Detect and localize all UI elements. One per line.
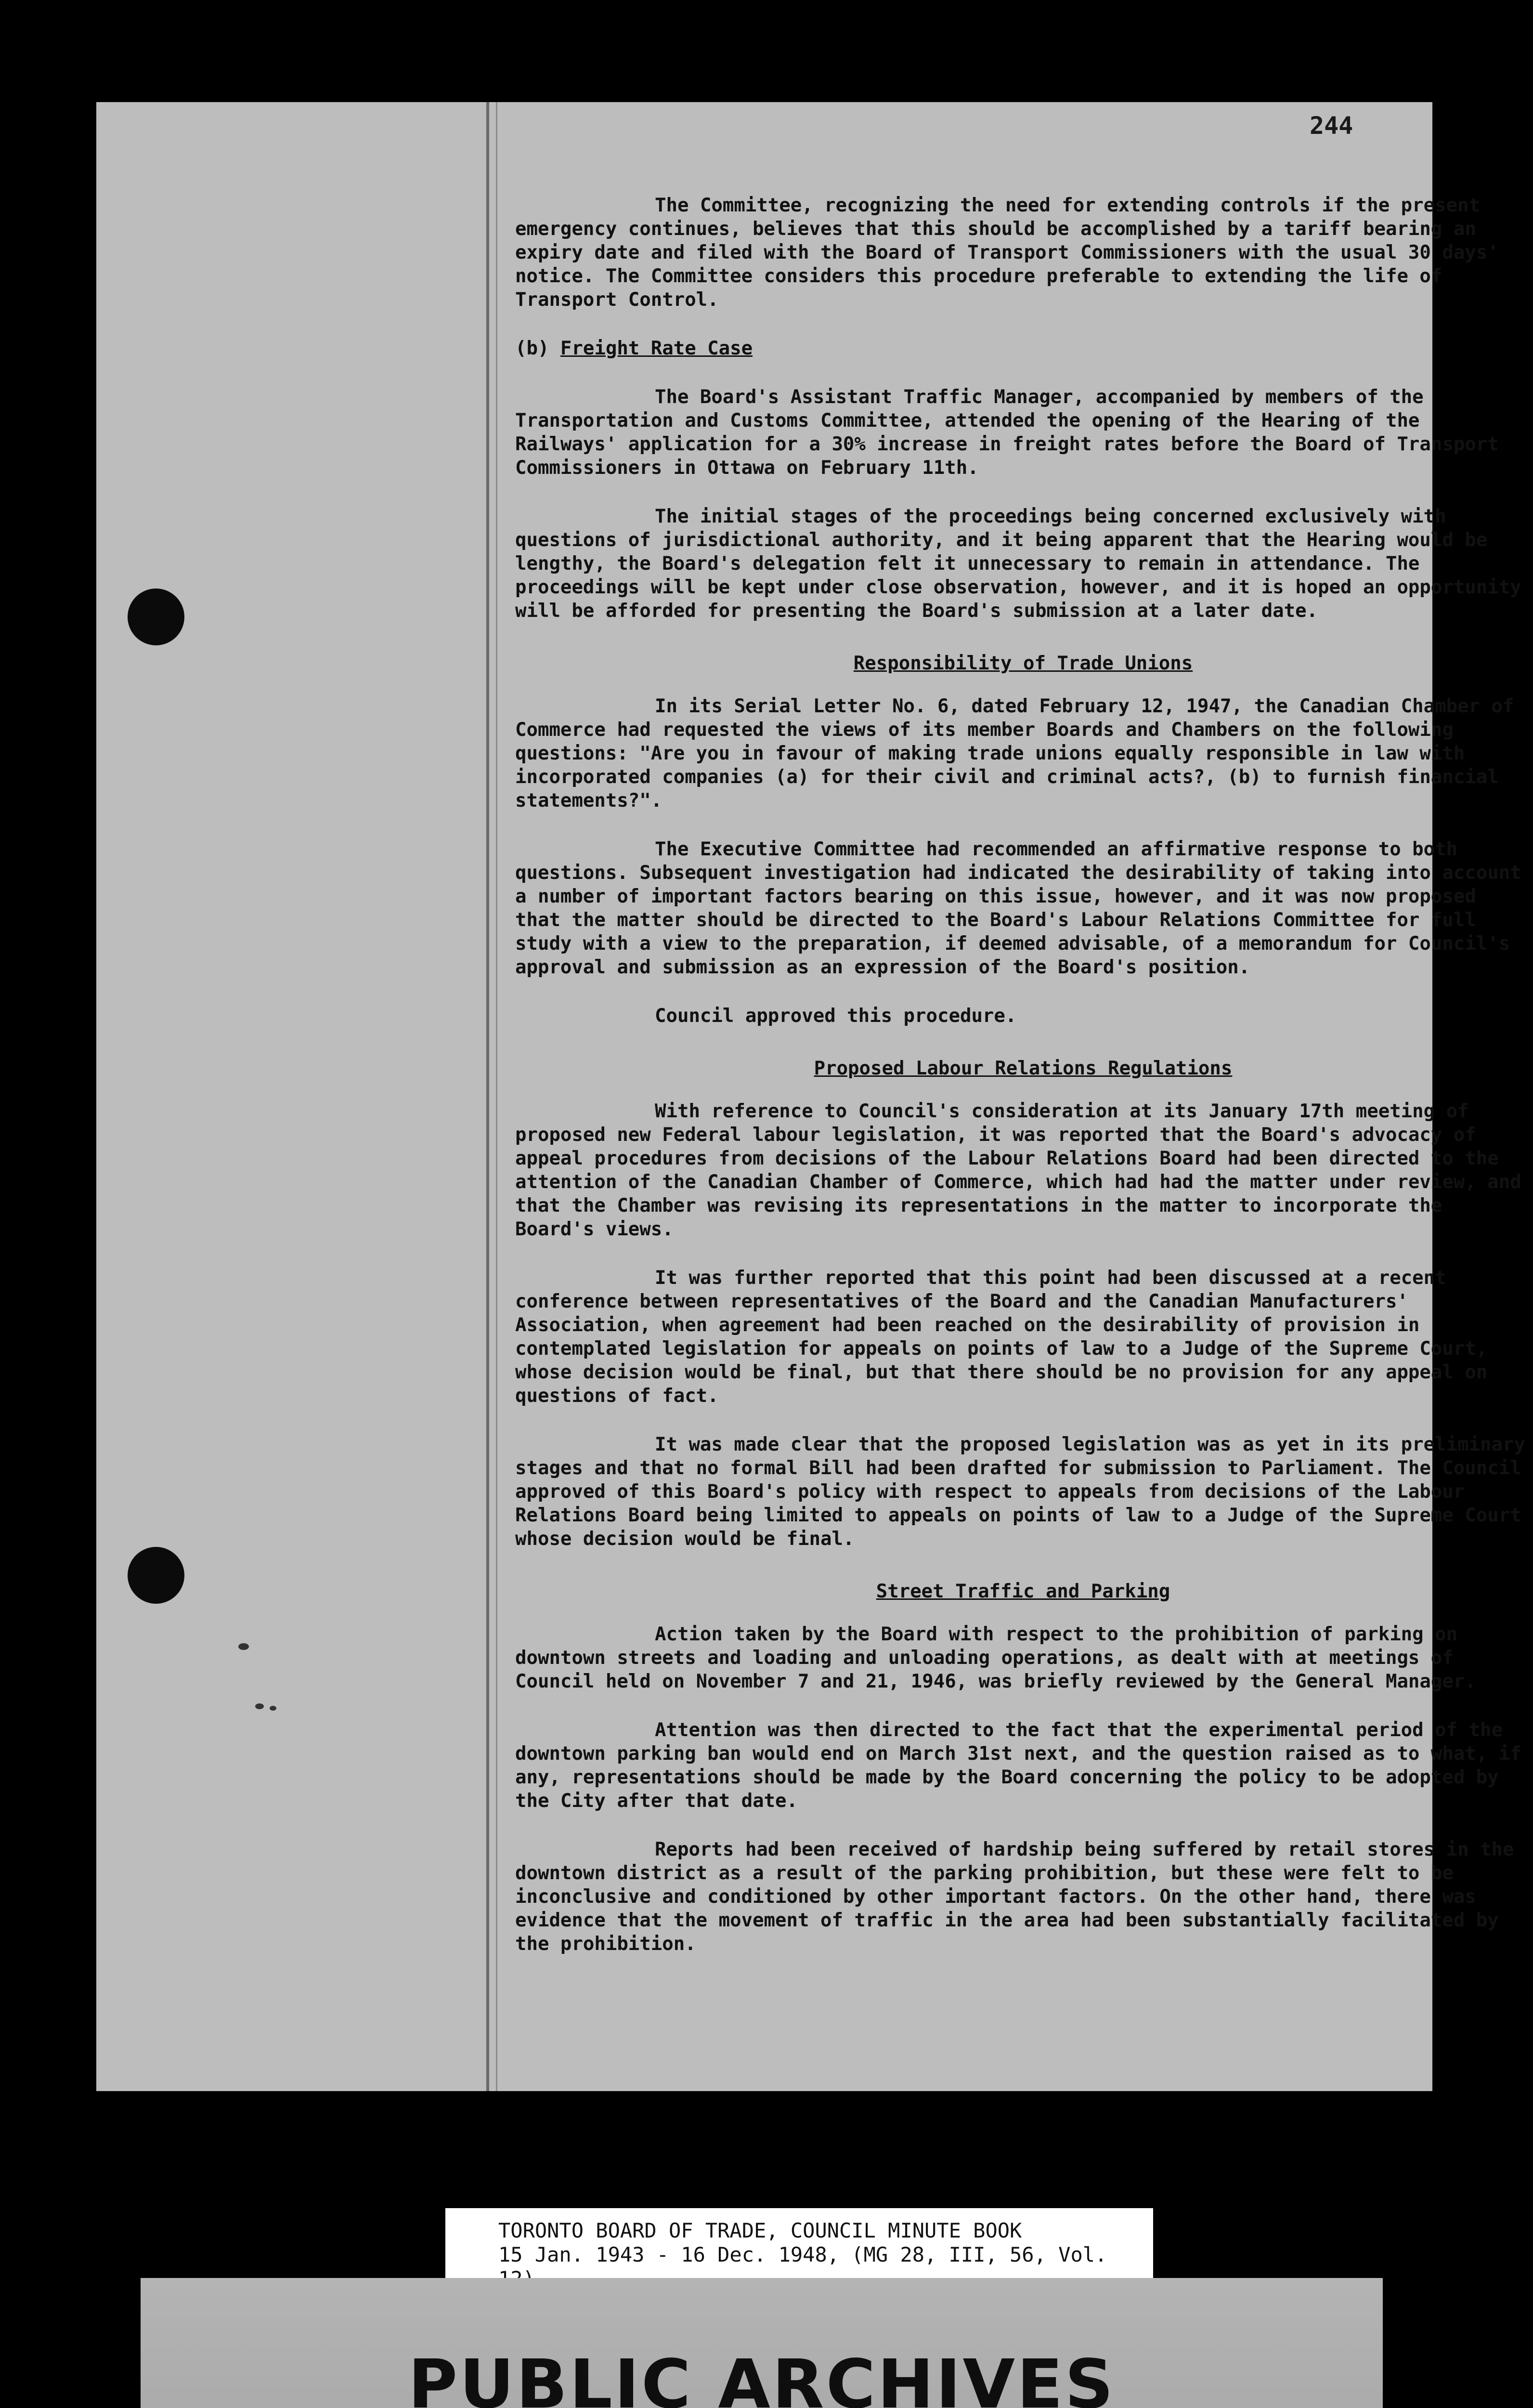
archive-label-line1: TORONTO BOARD OF TRADE, COUNCIL MINUTE BOOK — [498, 2219, 1022, 2242]
archive-label — [445, 2208, 1153, 2283]
paragraph: The Committee, recognizing the need for extending controls if the present emergency continues, believes that this should be accomplished by a tariff bearing an expiry date and filed with the Board of Transport Commissioners with the usual 30 days' notice. The Committee considers this procedure preferable to extending the life of Transport Control. — [515, 195, 1499, 311]
speck — [270, 1706, 276, 1711]
page-number: 244 — [1310, 112, 1353, 140]
paragraph: The Board's Assistant Traffic Manager, accompanied by members of the Transportation and Customs Committee, attended the opening of the Hearing of the Railways' application for a 30% increase in freight rates before the Board of Transport Commissioners in Ottawa on February 11th. — [515, 386, 1499, 479]
speck — [255, 1703, 264, 1709]
trade-unions-heading: Responsibility of Trade Unions — [853, 653, 1193, 674]
paragraph: With reference to Council's consideration at its January 17th meeting of proposed new Federal labour legislation, it was reported that the Board's advocacy of appeal procedures from decisions of the Labour Relations Board had been directed to the attention of the Canadian Chamber of Commerce, which had had the matter under review, and that the Chamber was revising its representations in the matter to incorporate the Board's views. — [515, 1100, 1521, 1240]
margin-rule-inner — [496, 102, 497, 2091]
binder-hole-top — [128, 589, 184, 645]
margin-rule — [486, 102, 489, 2091]
paragraph: The Executive Committee had recommended an affirmative response to both questions. Subsequent investigation had indicated the desirability of taking into account a number of important factors bearing on this issue, however, and it was now proposed that the matter should be directed to the Board's Labour Relations Committee for full study with a view to the preparation, if deemed advisable, of a memorandum for Council's approval and submission as an expression of the Board's position. — [515, 838, 1521, 978]
paragraph: It was made clear that the proposed legislation was as yet in its preliminary stages and that no formal Bill had been drafted for submission to Parliament. The Council approved of this Board's policy with respect to appeals from decisions of the Labour Relations Board being limited to appeals on points of law to a Judge of the Supreme Court whose decision would be final. — [515, 1434, 1525, 1550]
paragraph: Action taken by the Board with respect to the prohibition of parking on downtown streets and loading and unloading operations, as dealt with at meetings of Council held on November 7 and 21, 1946, was briefly reviewed by the General Manager. — [515, 1623, 1476, 1692]
labour-relations-heading: Proposed Labour Relations Regulations — [814, 1058, 1233, 1079]
archive-label-line2: 15 Jan. 1943 - 16 Dec. 1948, (MG 28, III, 56, Vol. — [498, 2243, 1107, 2266]
stamp-line1: PUBLIC ARCHIVES — [408, 2345, 1116, 2408]
minutes-text — [515, 194, 1531, 1981]
street-traffic-heading: Street Traffic and Parking — [876, 1581, 1170, 1602]
binder-hole-bottom — [128, 1547, 184, 1604]
freight-rate-heading: Freight Rate Case — [560, 338, 753, 359]
document-page — [96, 102, 1525, 2091]
paragraph: Council approved this procedure. — [655, 1005, 1017, 1027]
paragraph: In its Serial Letter No. 6, dated February 12, 1947, the Canadian Chamber of Commerce had requested the views of its member Boards and Chambers on the following questions: "Are you in favour of making trade unions equally responsible in law with incorporated companies (a) for their civil and criminal acts?, (b) to furnish financial statements?". — [515, 695, 1514, 811]
paragraph: It was further reported that this point had been discussed at a recent conference between representatives of the Board and the Canadian Manufacturers' Association, when agreement had been reached on the desirability of provision in contemplated legislation for appeals on points of law to a Judge of the Supreme Court, whose decision would be final, but that there should be no provision for any appeal on questions of fact. — [515, 1267, 1488, 1407]
paragraph: The initial stages of the proceedings being concerned exclusively with questions of jurisdictional authority, and it being apparent that the Hearing would be lengthy, the Board's delegation felt it unnecessary to remain in attendance. The proceedings will be kept under close observation, however, and it is hoped an opportunity will be afforded for presenting the Board's submission at a later date. — [515, 506, 1521, 622]
paragraph: Attention was then directed to the fact that the experimental period of the downtown parking ban would end on March 31st next, and the question raised as to what, if any, representations should be made by the Board concerning the policy to be adopted by the City after that date. — [515, 1719, 1521, 1812]
freight-rate-subhead: (b) Freight Rate Case — [515, 338, 753, 359]
archives-stamp — [141, 2278, 1383, 2408]
speck — [238, 1643, 249, 1650]
paragraph: Reports had been received of hardship being suffered by retail stores in the downtown district as a result of the parking prohibition, but these were felt to be inconclusive and conditioned by other important factors. On the other hand, there was evidence that the movement of traffic in the area had been substantially facilitated by the prohibition. — [515, 1839, 1514, 1955]
